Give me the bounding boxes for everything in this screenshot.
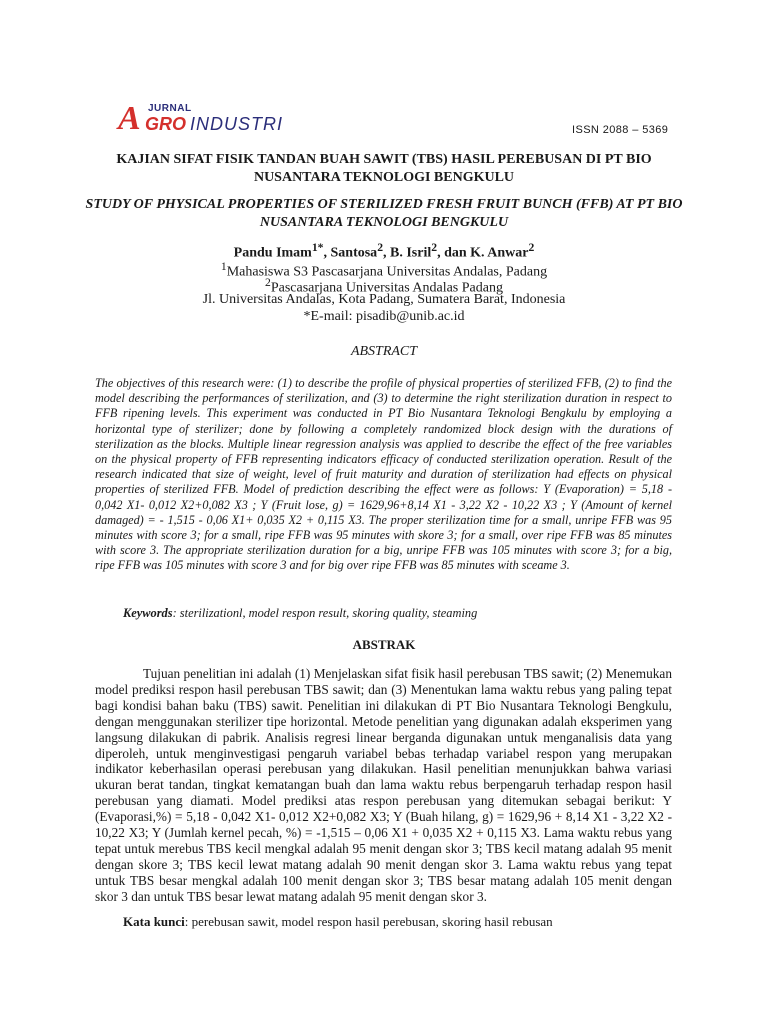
- affiliation-sup: 1: [220, 260, 227, 273]
- affiliation-email: [80, 309, 688, 325]
- author-sup: 2: [528, 241, 535, 254]
- journal-logo: [118, 100, 318, 140]
- abstrak-heading: ABSTRAK: [352, 637, 416, 652]
- keywords-label: Keywords: [123, 606, 173, 620]
- author-name: Pandu Imam: [233, 245, 312, 261]
- logo-gro: GRO: [145, 114, 187, 134]
- logo-jurnal: JURNAL: [148, 103, 192, 114]
- author-sup: 1*: [311, 241, 324, 254]
- author-sup: 2: [431, 241, 438, 254]
- abstract-text: The objectives of this research were: (1) to describe the profile of physical properties of sterilized FFB, (2) to find the model describing the performances of sterilization, and (3) to determine the right sterilization duration in respect to FFB ripening levels. This experiment was conducted in PT Bio Nusantara Teknologi Bengkulu by employing a horizontal type of sterilizer; done by following a completely randomized block design with the durations of sterilization as the blocks. Multiple linear regression analysis was applied to describe the effect of the free variables on the physical property of FFB representing indicators efficacy of conducted sterilization operation. Result of the research indicated that size of weight, level of fruit maturity and duration of sterilization had effects on physical properties of sterilized FFB. Model of prediction describing the effect were as follows: Y (Evaporation) = 5,18 - 0,042 X1- 0,012 X2+0,082 X3 ; Y (Fruit lose, g) = 1629,96+8,14 X1 - 3,22 X2 - 10,22 X3 ; Y (Amount of kernel damaged) = - 1,515 - 0,06 X1+ 0,035 X2 + 0,115 X3. The proper sterilization time for a small, unripe FFB was 95 minutes with score 3; for a small, ripe FFB was 95 minutes with skore 3; for a small, over ripe FFB was 85 minutes with score 3. The appropriate sterilization duration for a big, unripe FFB was 105 minutes with score 3; for a big, ripe FFB was 105 minutes with score 3 and for big over ripe FFB was 85 minutes with sceame 3.: [95, 376, 672, 573]
- keywords-text: : sterilizationl, model respon result, skoring quality, steaming: [172, 606, 478, 620]
- affiliation-text: Jl. Universitas Andalas, Kota Padang, Sumatera Barat, Indonesia: [202, 292, 566, 307]
- author-separator: , dan: [437, 245, 471, 261]
- affiliation-address: [80, 292, 688, 308]
- author-separator: ,: [323, 245, 331, 261]
- issn-number: ISSN 2088 – 5369: [572, 124, 669, 136]
- kata-kunci-text: : perebusan sawit, model respon hasil perebusan, skoring hasil rebusan: [184, 914, 553, 929]
- author-name: Santosa: [330, 245, 378, 261]
- email-text: *E-mail: pisadib@unib.ac.id: [303, 309, 465, 324]
- author-sup: 2: [377, 241, 384, 254]
- title-english: STUDY OF PHYSICAL PROPERTIES OF STERILIZED FRESH FRUIT BUNCH (FFB) AT PT BIO NUSANTARA TEKNOLOGI BENGKULU: [85, 197, 683, 230]
- abstract-heading: ABSTRACT: [350, 344, 418, 359]
- title-indonesian: KAJIAN SIFAT FISIK TANDAN BUAH SAWIT (TBS) HASIL PEREBUSAN DI PT BIO NUSANTARA TEKNOLOGI BENGKULU: [116, 152, 652, 185]
- affiliation-text: Pascasarjana Universitas Andalas Padang: [270, 280, 503, 296]
- affiliation-sup: 2: [265, 276, 271, 289]
- affiliation-text: Mahasiswa S3 Pascasarjana Universitas Andalas, Padang: [226, 264, 548, 280]
- logo-letter-a: A: [118, 100, 141, 137]
- abstrak-text: Tujuan penelitian ini adalah (1) Menjelaskan sifat fisik hasil perebusan TBS sawit; (2) Menemukan model prediksi respon hasil perebusan TBS sawit; dan (3) Menentukan lama waktu rebus yang paling tepat bagi kondisi bahan baku (TBS) sawit. Penelitian ini dilakukan di PT Bio Nusantara Teknologi Bengkulu, dengan menggunakan sterilizer tipe horizontal. Metode penelitian yang digunakan adalah eksperimen yang langsung dilakukan di pabrik. Analisis regresi linear berganda digunakan untuk menganalisis data yang diperoleh, untuk menginvestigasi pengaruh variabel bebas terhadap variabel respon yang merupakan indikator keberhasilan operasi perebusan yang dilakukan. Hasil penelitian menunjukkan bahwa variasi ukuran berat tandan, tingkat kematangan buah dan lama waktu rebus berpengaruh terhadap respon hasil perebusan yang diamati. Model prediksi atas respon perebusan yang ditemukan sebagai berikut: Y (Evaporasi,%) = 5,18 - 0,042 X1- 0,012 X2+0,082 X3; Y (Buah hilang, g) = 1629,96 + 8,14 X1 - 3,22 X2 - 10,22 X3; Y (Jumlah kernel pecah, %) = -1,515 – 0,06 X1 + 0,035 X2 + 0,115 X3. Lama waktu rebus yang tepat untuk merebus TBS kecil mengkal adalah 95 menit dengan skor 3; TBS kecil matang adalah 95 menit dengan skore 3; TBS kecil lewat matang adalah 90 menit dengan skor 3. Lama waktu rebus yang tepat untuk TBS besar mengkal adalah 100 menit dengan skor 3; TBS besar matang adalah 105 menit dengan skor 3 dan untuk TBS besar lewat matang adalah 95 menit dengan skor 3.: [95, 666, 672, 904]
- logo-industri: INDUSTRI: [190, 114, 283, 134]
- kata-kunci-line: [123, 914, 553, 930]
- author-name: B. Isril: [390, 245, 432, 261]
- keywords-line: [123, 606, 477, 621]
- kata-kunci-label: Kata kunci: [123, 914, 185, 929]
- author-name: K. Anwar: [470, 245, 529, 261]
- author-separator: ,: [383, 245, 391, 261]
